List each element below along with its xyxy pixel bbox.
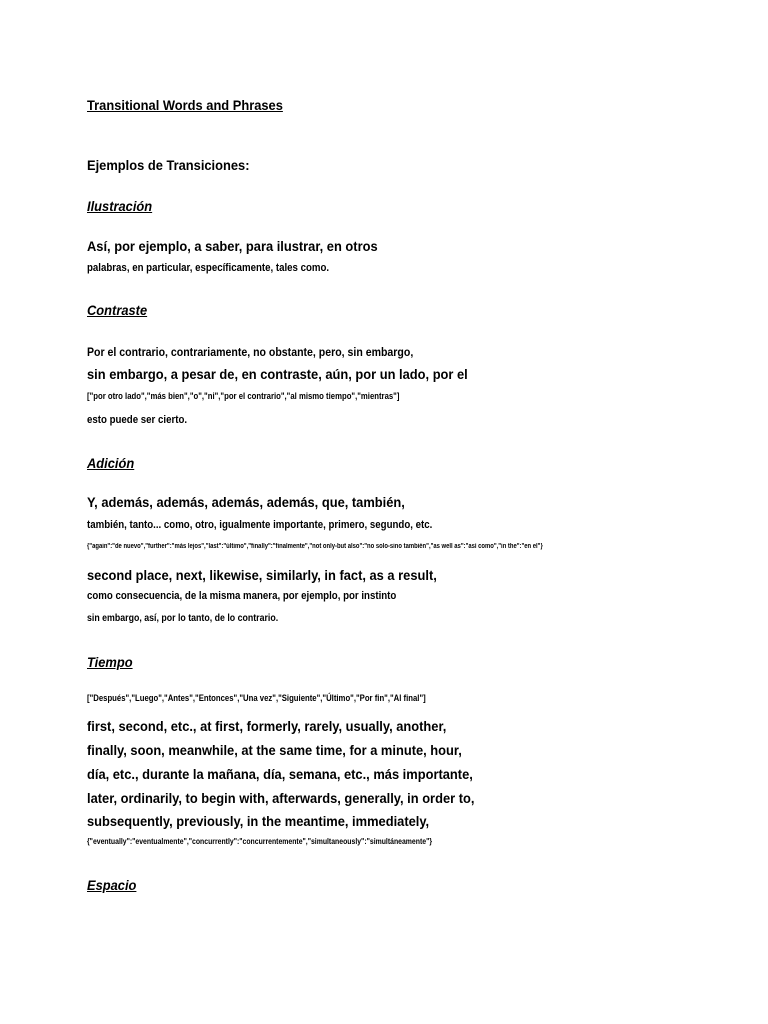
ilustracion-line-1: Así, por ejemplo, a saber, para ilustrar, en otros [87, 238, 378, 254]
tiempo-line-5: later, ordinarily, to begin with, afterwards, generally, in order to, [87, 790, 475, 806]
document-subtitle: Ejemplos de Transiciones: [87, 157, 250, 173]
section-heading-espacio: Espacio [87, 877, 137, 893]
section-heading-contraste: Contraste [87, 302, 148, 318]
tiempo-line-7: {"eventually":"eventualmente","concurrently":"concurrentemente","simultaneously":"simultáneamente"} [87, 837, 433, 846]
tiempo-line-4: día, etc., durante la mañana, día, semana, etc., más importante, [87, 766, 473, 782]
adicion-line-3: {"again":"de nuevo","further":"más lejos","last":"último","finally":"finalmente","not only-but also":"no solo-sino también","as well as":"así como","in the":"en el"} [87, 543, 543, 550]
tiempo-line-2: first, second, etc., at first, formerly, rarely, usually, another, [87, 718, 447, 734]
adicion-line-5: como consecuencia, de la misma manera, por ejemplo, por instinto [87, 590, 397, 602]
contraste-line-4: esto puede ser cierto. [87, 414, 188, 426]
contraste-line-1: Por el contrario, contrariamente, no obstante, pero, sin embargo, [87, 345, 414, 359]
contraste-line-2: sin embargo, a pesar de, en contraste, aún, por un lado, por el [87, 366, 468, 382]
adicion-line-1: Y, además, además, además, además, que, también, [87, 494, 405, 510]
section-heading-tiempo: Tiempo [87, 654, 133, 670]
section-heading-ilustracion: Ilustración [87, 198, 153, 214]
document-title: Transitional Words and Phrases [87, 97, 283, 113]
adicion-line-6: sin embargo, así, por lo tanto, de lo contrario. [87, 613, 279, 624]
tiempo-line-1: ["Después","Luego","Antes","Entonces","Una vez","Siguiente","Último","Por fin","Al final"] [87, 693, 426, 703]
adicion-line-2: también, tanto... como, otro, igualmente importante, primero, segundo, etc. [87, 519, 433, 531]
section-heading-adicion: Adición [87, 455, 135, 471]
ilustracion-line-2: palabras, en particular, específicamente, tales como. [87, 262, 330, 274]
adicion-line-4: second place, next, likewise, similarly, in fact, as a result, [87, 567, 437, 583]
tiempo-line-6: subsequently, previously, in the meantime, immediately, [87, 813, 430, 829]
contraste-line-3: ["por otro lado","más bien","o","ni","por el contrario","al mismo tiempo","mientras"] [87, 391, 400, 401]
tiempo-line-3: finally, soon, meanwhile, at the same time, for a minute, hour, [87, 742, 462, 758]
